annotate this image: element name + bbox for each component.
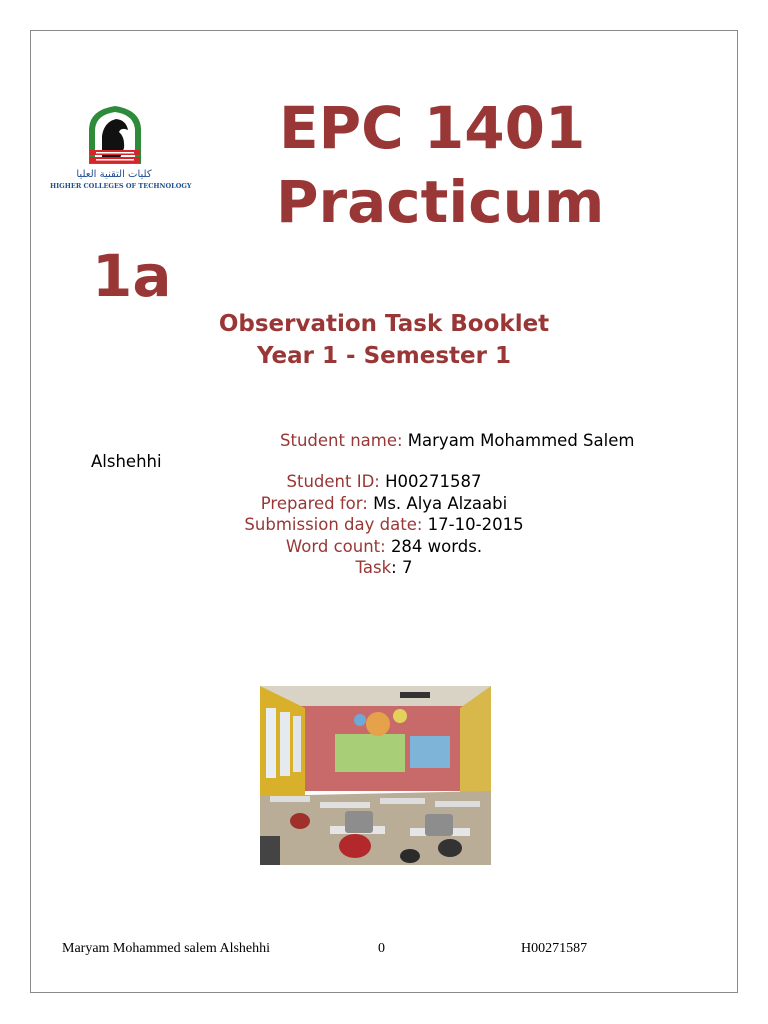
student-id-row	[0, 471, 768, 492]
logo-english-text: HIGHER COLLEGES OF TECHNOLOGY	[50, 182, 192, 190]
course-title-line3: 1a	[92, 242, 172, 310]
prepared-for-row	[0, 493, 768, 514]
submission-date-value: 17-10-2015	[427, 515, 524, 534]
course-title-line1: EPC 1401	[279, 94, 586, 162]
footer-page-number: 0	[378, 941, 385, 956]
hct-emblem-icon	[50, 102, 180, 168]
semester-subtitle: Year 1 - Semester 1	[257, 343, 511, 369]
student-name-continued: Alshehhi	[91, 452, 162, 471]
word-count-label: Word count:	[285, 537, 391, 556]
student-name-label: Student name:	[280, 431, 408, 450]
student-id-label: Student ID:	[286, 472, 386, 491]
task-label: Task	[355, 558, 392, 577]
submission-date-label: Submission day date:	[244, 515, 428, 534]
submission-date-row	[0, 514, 768, 535]
hct-logo	[50, 102, 192, 192]
footer-author: Maryam Mohammed salem Alshehhi	[62, 941, 271, 956]
student-name-value: Maryam Mohammed Salem	[407, 431, 635, 450]
word-count-row	[0, 536, 768, 557]
student-id-value: H00271587	[385, 472, 482, 491]
student-name-row	[280, 430, 634, 451]
task-row	[0, 557, 768, 578]
footer-student-id: H00271587	[521, 941, 588, 956]
logo-arabic-text: كليات التقنية العليا	[76, 169, 152, 180]
prepared-for-value: Ms. Alya Alzaabi	[373, 494, 508, 513]
word-count-value: 284 words.	[390, 537, 483, 556]
classroom-photo	[260, 686, 491, 865]
task-value: : 7	[391, 558, 413, 577]
booklet-subtitle: Observation Task Booklet	[218, 311, 550, 337]
course-title-line2: Practicum	[276, 168, 605, 236]
prepared-for-label: Prepared for:	[260, 494, 374, 513]
